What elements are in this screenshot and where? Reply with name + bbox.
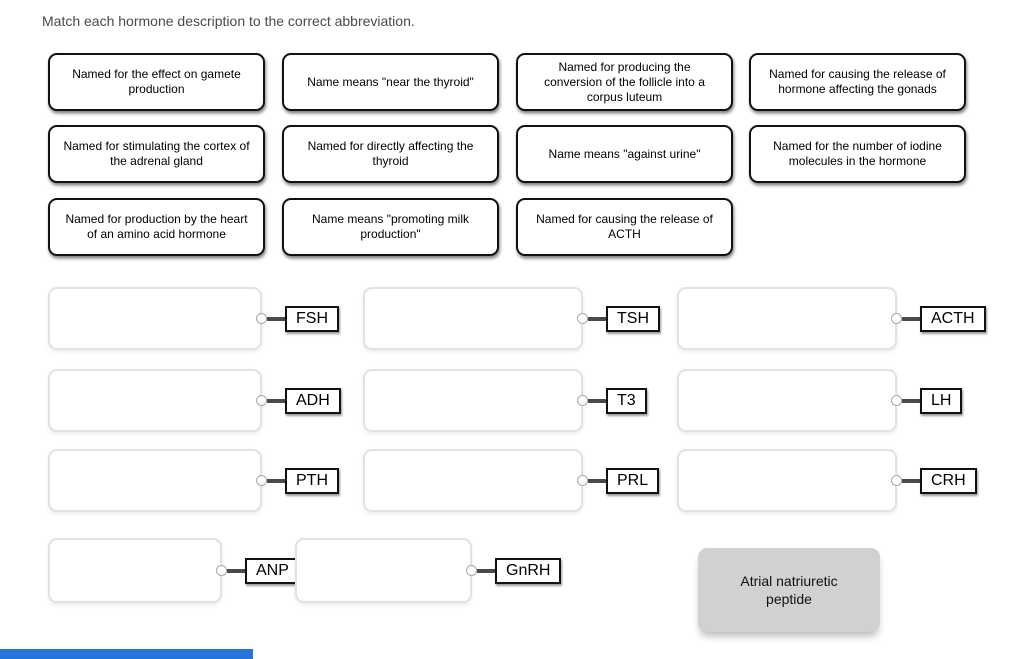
connector-line [477, 569, 495, 573]
connector-dot [216, 565, 227, 576]
drop-zone[interactable] [48, 287, 262, 350]
connector-dot [891, 395, 902, 406]
abbreviation-label: PTH [285, 468, 339, 494]
abbreviation-label: FSH [285, 306, 339, 332]
match-slot [677, 369, 962, 432]
description-card[interactable]: Named for causing the release of hormone affecting the gonads [749, 53, 966, 111]
description-card[interactable]: Named for directly affecting the thyroid [282, 125, 499, 183]
description-card[interactable]: Named for the number of iodine molecules in the hormone [749, 125, 966, 183]
connector-dot [891, 475, 902, 486]
description-card[interactable]: Named for production by the heart of an amino acid hormone [48, 198, 265, 256]
description-card[interactable]: Named for stimulating the cortex of the adrenal gland [48, 125, 265, 183]
description-card[interactable]: Named for the effect on gamete production [48, 53, 265, 111]
connector-dot [256, 475, 267, 486]
abbreviation-label: TSH [606, 306, 660, 332]
connector-dot [256, 395, 267, 406]
connector-dot [577, 313, 588, 324]
drop-zone[interactable] [295, 538, 472, 603]
bottom-blue-bar [0, 649, 253, 659]
connector-line [902, 399, 920, 403]
dragged-card[interactable]: Atrial natriuretic peptide [698, 548, 880, 632]
description-card[interactable]: Name means "against urine" [516, 125, 733, 183]
match-slot [48, 287, 339, 350]
drop-zone[interactable] [363, 449, 583, 512]
abbreviation-label: ACTH [920, 306, 986, 332]
connector-dot [256, 313, 267, 324]
match-slot [677, 449, 977, 512]
match-slot [363, 449, 659, 512]
match-slot [677, 287, 986, 350]
drop-zone[interactable] [363, 369, 583, 432]
drop-zone[interactable] [677, 287, 897, 350]
connector-line [227, 569, 245, 573]
match-slot [48, 369, 341, 432]
description-card[interactable]: Name means "promoting milk production" [282, 198, 499, 256]
match-slot [363, 287, 660, 350]
connector-dot [466, 565, 477, 576]
abbreviation-label: ADH [285, 388, 341, 414]
connector-line [588, 317, 606, 321]
description-card[interactable]: Named for causing the release of ACTH [516, 198, 733, 256]
connector-dot [577, 395, 588, 406]
abbreviation-label: LH [920, 388, 962, 414]
match-slot [363, 369, 647, 432]
abbreviation-label: ANP [245, 558, 300, 584]
abbreviation-label: GnRH [495, 558, 561, 584]
abbreviation-label: T3 [606, 388, 647, 414]
drop-zone[interactable] [677, 449, 897, 512]
instruction-text: Match each hormone description to the correct abbreviation. [42, 13, 415, 29]
drop-zone[interactable] [363, 287, 583, 350]
abbreviation-label: PRL [606, 468, 659, 494]
connector-line [902, 317, 920, 321]
drop-zone[interactable] [48, 369, 262, 432]
drop-zone[interactable] [48, 449, 262, 512]
description-card[interactable]: Named for producing the conversion of the follicle into a corpus luteum [516, 53, 733, 111]
connector-line [588, 479, 606, 483]
drop-zone[interactable] [677, 369, 897, 432]
drop-zone[interactable] [48, 538, 222, 603]
connector-dot [577, 475, 588, 486]
connector-dot [891, 313, 902, 324]
connector-line [267, 317, 285, 321]
connector-line [902, 479, 920, 483]
connector-line [267, 479, 285, 483]
match-slot [295, 538, 561, 603]
match-slot [48, 538, 300, 603]
connector-line [588, 399, 606, 403]
connector-line [267, 399, 285, 403]
abbreviation-label: CRH [920, 468, 977, 494]
description-card[interactable]: Name means "near the thyroid" [282, 53, 499, 111]
match-slot [48, 449, 339, 512]
